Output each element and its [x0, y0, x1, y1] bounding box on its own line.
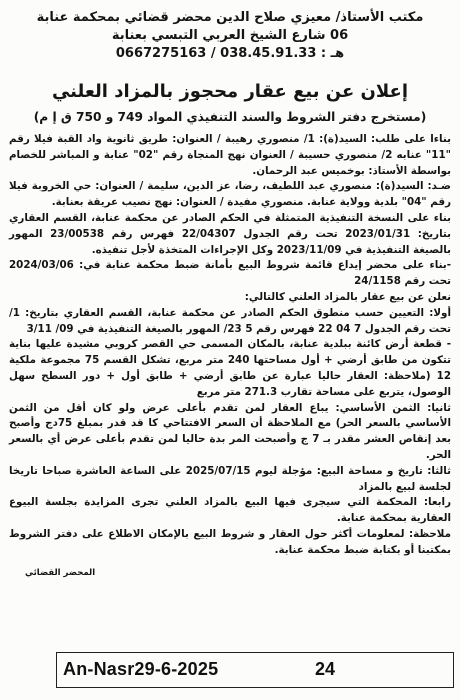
paragraph-first-designation: أولا: التعيين حسب منطوق الحكم الصادر عن محكمة عنابة، القسم العقاري بتاريخ: 1/ تحت رقم الجدول 7 04 22 فهرس رقم 5 23/ المهور بالصيغة التنفيذية في 09/ 3/11 [9, 306, 451, 335]
bailiff-signature-label: المحضر القضائي [25, 567, 96, 578]
paragraph-against: ضـد: السيد(ة): منصوري عبد اللطيف، رضا، عز الدين، سليمة / العنوان: حي الخروبة فيلا رقم "04" بلدية وولاية عنابة. منصوري مفيدة / العنوان: نهج نصيب عريقة بعنابة. [9, 180, 451, 209]
paragraph-second-base-price: ثانيا: الثمن الأساسي: يباع العقار لمن تقدم بأعلى عرض ولو كان أقل من الثمن الأساسي بالسعر الحر) مع الملاحظة أن السعر الافتتاحي كا قد قدر بمبلغ 75دج وأصبح بعد إنقاص العشر مقدر بـ 7 ج وأصبحت المر بدة حاليا لمن تقدم بأعلى عرض أي بالسعر الحر. [9, 401, 452, 461]
paragraph-deposit: -بناء على محضر إيداع قائمة شروط البيع بأمانة ضبط محكمة عنابة في: 2024/03/06 تحت رقم 24/1158 [9, 259, 451, 288]
page-number: 24 [315, 659, 336, 679]
office-name: مكتب الأستاذ/ معيزي صلاح الدين محضر قضائي بمحكمة عنابة [36, 10, 424, 25]
paragraph-note: ملاحظة: لمعلومات أكثر حول العقار و شروط البيع بالإمكان الاطلاع على دفتر الشروط بمكتبنا أو بكتابة ضبط محكمة عنابة. [9, 527, 451, 556]
paragraph-announcement: نعلن عن بيع عقار بالمزاد العلني كالتالي: [244, 290, 451, 303]
notice-title: إعلان عن بيع عقار محجوز بالمزاد العلني [51, 81, 409, 102]
auction-notice [9, 9, 451, 579]
notice-subtitle: (مستخرج دفتر الشروط والسند التنفيذي المواد 749 و 750 ق إ م) [33, 110, 427, 124]
newspaper-footer [56, 652, 454, 688]
paragraph-judgment: بناء على النسخة التنفيذية المتمثلة في الحكم الصادر عن محكمة عنابة، القسم العقاري بتاريخ: 2023/01/31 تحت رقم الجدول 22/04307 فهرس رقم 23/00538 المهور بالصيغة التنفيذية في 2023/11/09 وكل الإجراءات المتخذة لأجل تنفيذه. [9, 211, 452, 256]
newspaper-source-date: An-Nasr29-6-2025 [63, 659, 219, 679]
notice-body [9, 132, 451, 559]
paragraph-fourth-court: رابعا: المحكمة التي سيجرى فيها البيع بالمزاد العلني تجرى المزايدة بجلسة البيوع العقارية بمحكمة عنابة. [9, 496, 451, 525]
paragraph-request: بناءا على طلب: السيد(ة): 1/ منصوري رهيبة / العنوان: طريق ثانوية واد القبة فيلا رقم "11" عنابه 2/ منصوري حسيبة / العنوان نهج المنجاة رقم "02" عنابة و المباشر للخصام بواسطة الأستاذ: بوخميس عبد الرحمان. [9, 133, 451, 177]
paragraph-property-description: - قطعة أرض كائنة ببلدية عنابة، بالمكان المسمى حي القصر كروبي مشيدة عليها بناية تتكون من طابق أرضي + أول مساحتها 240 متر مربع، تشكل القسم 75 مجموعة ملكية 12 (ملاحظة: العقار حاليا عبارة عن طابق أرضي + طابق أول + دور السطح سهل الوصول، يتربع على مساحة تقارب 271.3 متر مربع [9, 338, 451, 398]
office-phone: هـ : 038.45.91.33 / 0667275163 [115, 46, 345, 61]
paragraph-third-sale-date: ثالثا: تاريخ و مساحة البيع: مؤجلة ليوم 2025/07/15 على الساعة العاشرة صباحا تاريخا لجلسة لبيع بالمزاد [9, 464, 452, 493]
office-address: 06 شارع الشيخ العربي التبسي بعنابة [111, 28, 349, 43]
